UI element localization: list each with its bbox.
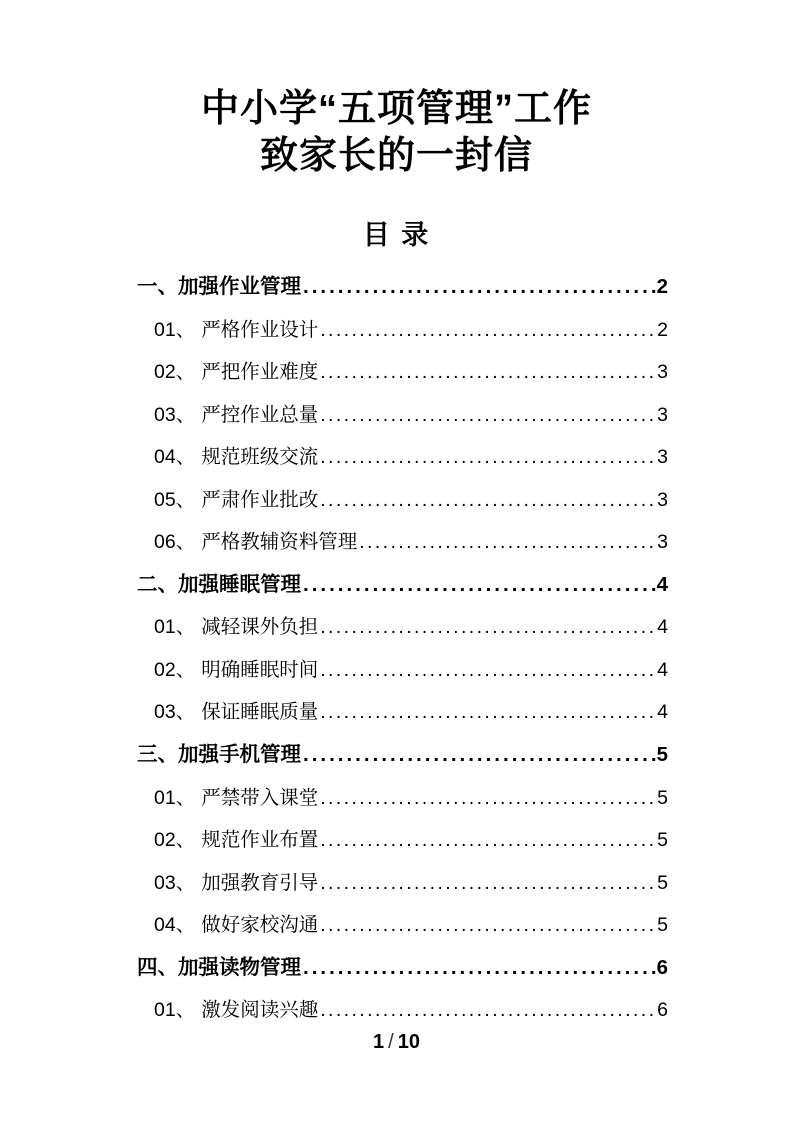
toc-entry-label: 明确睡眠时间 xyxy=(201,658,319,681)
toc-entry-label: 做好家校沟通 xyxy=(201,914,319,937)
toc-dot-leader xyxy=(320,777,656,820)
toc-page-number: 3 xyxy=(657,361,668,384)
toc-row[interactable] xyxy=(137,309,668,352)
toc-page-number: 6 xyxy=(657,999,668,1022)
toc-row[interactable] xyxy=(137,989,668,1032)
footer-current-page: 1 xyxy=(373,1031,385,1053)
document-title-line1: 中小学“五项管理”工作 xyxy=(200,88,592,130)
toc-row[interactable] xyxy=(137,862,668,905)
toc-row[interactable] xyxy=(137,394,668,437)
toc-entry-number: 04、 xyxy=(154,446,196,469)
toc-dot-leader xyxy=(320,862,656,905)
toc-page-number: 2 xyxy=(657,318,668,341)
toc-dot-leader xyxy=(303,564,656,607)
toc-row[interactable] xyxy=(137,904,668,947)
toc-entry-label: 加强作业管理 xyxy=(178,275,301,298)
toc-entry-number: 02、 xyxy=(154,658,196,681)
toc-page-number: 6 xyxy=(656,955,668,979)
toc-entry-label: 激发阅读兴趣 xyxy=(201,999,319,1022)
toc-entry-label: 保证睡眠质量 xyxy=(201,701,319,724)
toc-entry-number: 一、 xyxy=(137,275,178,298)
toc-page-number: 3 xyxy=(657,446,668,469)
toc-entry-label: 加强手机管理 xyxy=(178,743,301,767)
toc-row[interactable] xyxy=(137,947,668,990)
toc-dot-leader xyxy=(320,904,656,947)
toc-entry-label: 严格作业设计 xyxy=(201,318,319,341)
toc-page-number: 4 xyxy=(657,658,668,681)
toc-heading: 目 录 xyxy=(362,220,431,250)
toc-row[interactable] xyxy=(137,521,668,564)
footer-page-separator: / xyxy=(388,1031,394,1053)
toc-entry-number: 03、 xyxy=(154,701,196,724)
toc-dot-leader xyxy=(303,947,656,990)
toc-dot-leader xyxy=(303,266,656,309)
toc-dot-leader xyxy=(320,309,656,352)
toc-page-number: 4 xyxy=(656,572,668,596)
toc-dot-leader xyxy=(320,479,656,522)
toc-entry-number: 02、 xyxy=(154,829,196,852)
toc-entry-label: 严禁带入课堂 xyxy=(201,786,319,809)
toc-entry-label: 减轻课外负担 xyxy=(201,616,319,639)
toc-row[interactable] xyxy=(137,649,668,692)
toc-page-number: 4 xyxy=(657,616,668,639)
toc-entry-number: 04、 xyxy=(154,914,196,937)
toc-entry-label: 加强读物管理 xyxy=(178,955,301,979)
toc-dot-leader xyxy=(320,351,656,394)
toc-dot-leader xyxy=(359,521,656,564)
toc-page-number: 2 xyxy=(656,275,668,298)
footer-page-indicator xyxy=(0,1030,793,1055)
toc-dot-leader xyxy=(320,606,656,649)
toc-entry-number: 01、 xyxy=(154,318,196,341)
toc-entry-label: 严把作业难度 xyxy=(201,361,319,384)
toc-page-number: 5 xyxy=(657,871,668,894)
toc-row[interactable] xyxy=(137,734,668,777)
toc-page-number: 3 xyxy=(657,531,668,554)
toc-dot-leader xyxy=(320,989,656,1032)
toc-entry-number: 03、 xyxy=(154,871,196,894)
toc-dot-leader xyxy=(303,734,656,777)
toc-entry-number: 01、 xyxy=(154,616,196,639)
toc-entry-label: 严肃作业批改 xyxy=(201,488,319,511)
toc-page-number: 5 xyxy=(656,743,668,767)
document-title xyxy=(0,0,793,180)
toc-entry-number: 三、 xyxy=(137,743,178,767)
toc-entry-number: 二、 xyxy=(137,572,178,596)
toc-entry-label: 加强教育引导 xyxy=(201,871,319,894)
toc-entry-number: 01、 xyxy=(154,999,196,1022)
toc-page-number: 4 xyxy=(657,701,668,724)
document-title-line2: 致家长的一封信 xyxy=(259,135,533,177)
toc-entry-number: 03、 xyxy=(154,403,196,426)
toc-row[interactable] xyxy=(137,351,668,394)
toc-page-number: 5 xyxy=(657,829,668,852)
toc-entry-number: 05、 xyxy=(154,488,196,511)
toc-row[interactable] xyxy=(137,819,668,862)
toc-row[interactable] xyxy=(137,564,668,607)
toc-dot-leader xyxy=(320,691,656,734)
toc-entry-number: 02、 xyxy=(154,361,196,384)
toc-dot-leader xyxy=(320,394,656,437)
toc-dot-leader xyxy=(320,436,656,479)
toc-entry-number: 四、 xyxy=(137,955,178,979)
toc-entry-label: 规范作业布置 xyxy=(201,829,319,852)
toc-row[interactable] xyxy=(137,436,668,479)
toc-row[interactable] xyxy=(137,606,668,649)
footer-total-pages: 10 xyxy=(397,1031,420,1053)
toc-row[interactable] xyxy=(137,479,668,522)
toc-page-number: 5 xyxy=(657,786,668,809)
toc-list xyxy=(137,266,668,1032)
toc-page-number: 5 xyxy=(657,914,668,937)
toc-entry-number: 01、 xyxy=(154,786,196,809)
toc-entry-label: 规范班级交流 xyxy=(201,446,319,469)
toc-page-number: 3 xyxy=(657,403,668,426)
toc-row[interactable] xyxy=(137,777,668,820)
toc-entry-label: 加强睡眠管理 xyxy=(178,572,301,596)
toc-dot-leader xyxy=(320,819,656,862)
toc-entry-label: 严控作业总量 xyxy=(201,403,319,426)
toc-row[interactable] xyxy=(137,691,668,734)
toc-entry-number: 06、 xyxy=(154,531,196,554)
toc-dot-leader xyxy=(320,649,656,692)
toc-entry-label: 严格教辅资料管理 xyxy=(201,531,358,554)
toc-page-number: 3 xyxy=(657,488,668,511)
toc-row[interactable] xyxy=(137,266,668,309)
